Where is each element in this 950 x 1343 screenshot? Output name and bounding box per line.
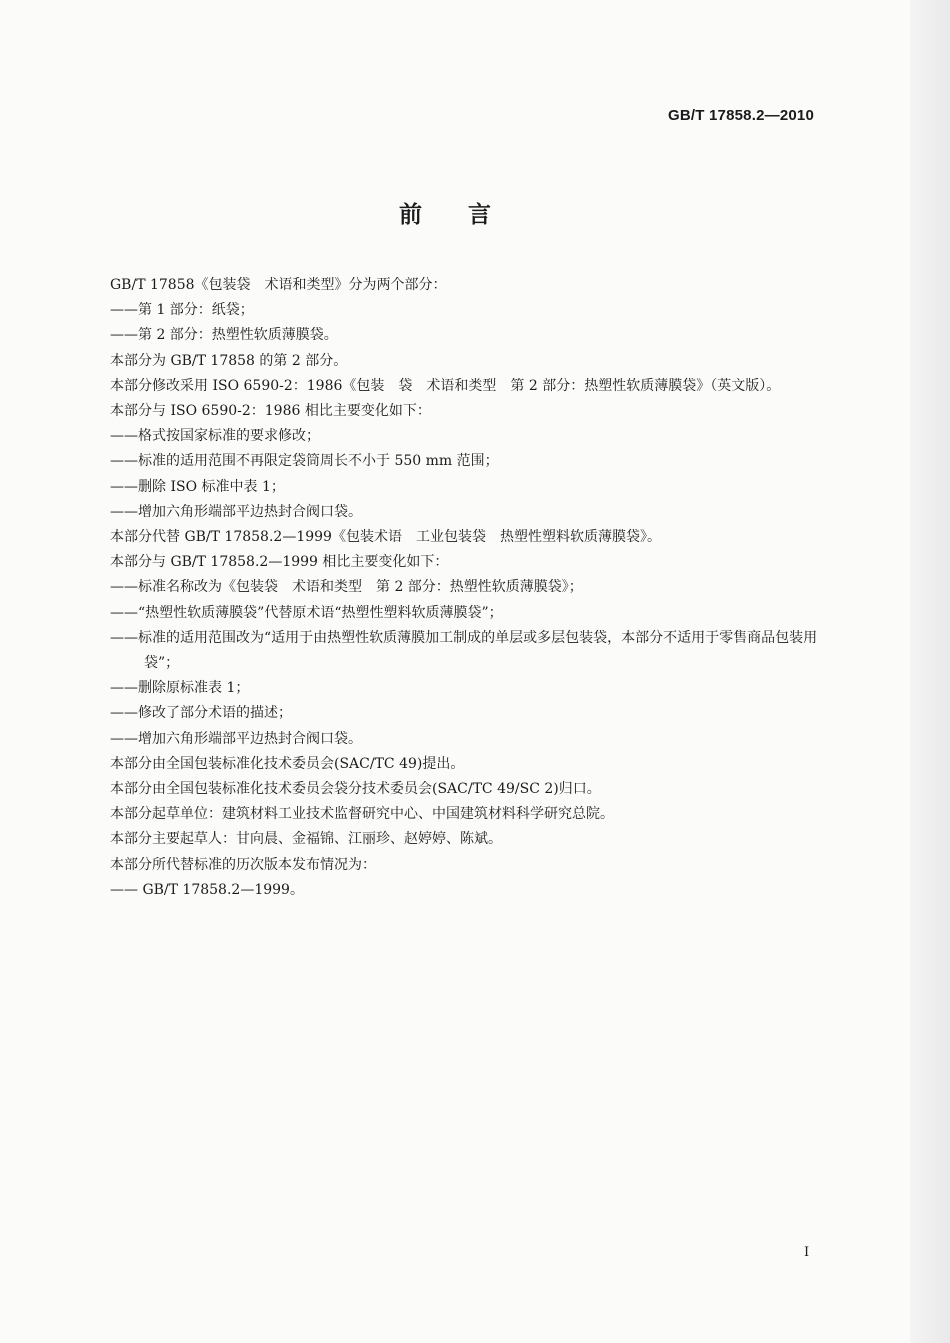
scan-page-edge (910, 0, 950, 1343)
list-item: ——标准的适用范围改为“适用于由热塑性软质薄膜加工制成的单层或多层包装袋，本部分不适用于零售商品包装用袋”； (110, 629, 818, 672)
paragraph: 本部分所代替标准的历次版本发布情况为： (110, 856, 376, 873)
list-item: ——第 2 部分：热塑性软质薄膜袋。 (110, 327, 338, 344)
list-item: ——格式按国家标准的要求修改； (110, 428, 320, 445)
list-item: ——标准名称改为《包装袋 术语和类型 第 2 部分：热塑性软质薄膜袋》； (110, 579, 583, 596)
list-item: ——增加六角形端部平边热封合阀口袋。 (110, 730, 362, 747)
paragraph: 本部分代替 GB/T 17858.2—1999《包装术语 工业包装袋 热塑性塑料软质薄膜袋》。 (110, 529, 661, 546)
list-item: ——删除原标准表 1； (110, 680, 250, 697)
list-item: ——删除 ISO 标准中表 1； (110, 478, 285, 495)
page-number: I (804, 1245, 810, 1260)
list-item: ——标准的适用范围不再限定袋筒周长不小于 550 mm 范围； (110, 453, 499, 470)
paragraph: GB/T 17858《包装袋 术语和类型》分为两个部分： (110, 277, 447, 293)
paragraph: 本部分与 ISO 6590-2：1986 相比主要变化如下： (110, 403, 431, 420)
standard-code: GB/T 17858.2—2010 (668, 107, 814, 124)
paragraph: 本部分为 GB/T 17858 的第 2 部分。 (110, 352, 348, 369)
list-item: ——第 1 部分：纸袋； (110, 302, 254, 319)
page-title: 前言 (399, 202, 537, 228)
list-item: ——增加六角形端部平边热封合阀口袋。 (110, 503, 362, 520)
list-item: ——修改了部分术语的描述； (110, 705, 292, 722)
list-item: ——“热塑性软质薄膜袋”代替原术语“热塑性塑料软质薄膜袋”； (110, 604, 503, 621)
paragraph: 本部分由全国包装标准化技术委员会(SAC/TC 49)提出。 (110, 755, 465, 772)
paragraph: 本部分与 GB/T 17858.2—1999 相比主要变化如下： (110, 554, 449, 571)
list-item: —— GB/T 17858.2—1999。 (110, 881, 304, 898)
paragraph: 本部分修改采用 ISO 6590-2：1986《包装 袋 术语和类型 第 2 部分：热塑性软质薄膜袋》（英文版）。 (110, 377, 781, 394)
foreword-body (80, 273, 822, 903)
paragraph: 本部分主要起草人：甘向晨、金福锦、江丽珍、赵婷婷、陈斌。 (110, 831, 502, 848)
paragraph: 本部分起草单位：建筑材料工业技术监督研究中心、中国建筑材料科学研究总院。 (110, 806, 614, 823)
paragraph: 本部分由全国包装标准化技术委员会袋分技术委员会(SAC/TC 49/SC 2)归口。 (110, 781, 601, 798)
